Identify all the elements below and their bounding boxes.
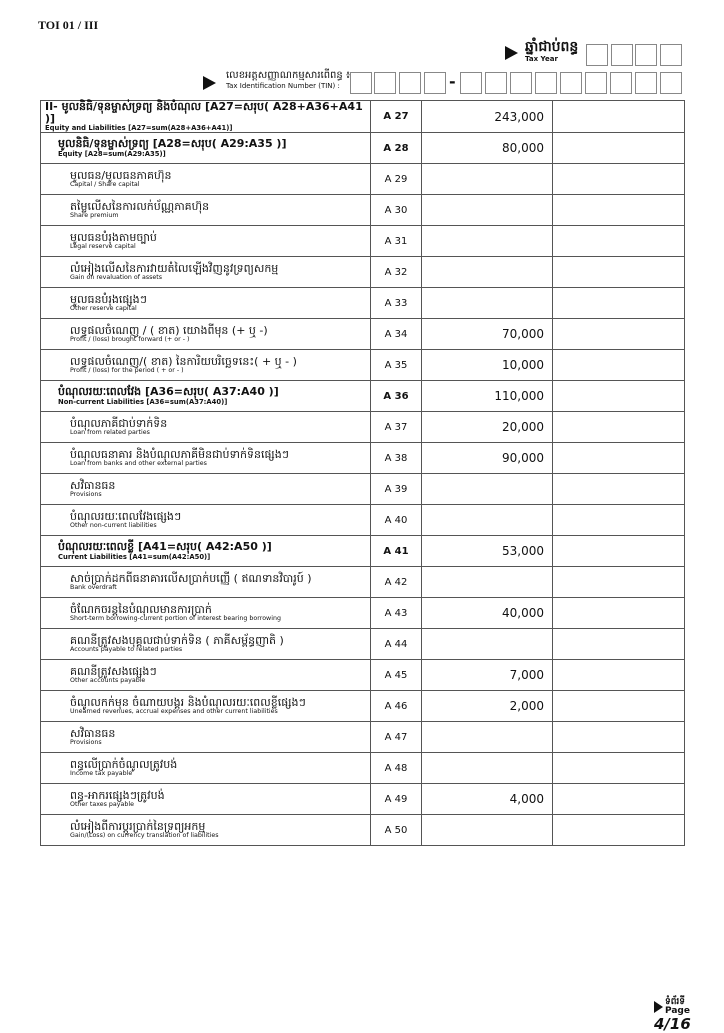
row-label-cell xyxy=(41,474,371,505)
row-label-km: បំណុលរយៈពេលវែង [A36=សរុប( A37:A40 )] xyxy=(58,385,279,399)
row-value[interactable] xyxy=(422,567,553,598)
table-row xyxy=(41,598,685,629)
row-value[interactable]: 2,000 xyxy=(422,691,553,722)
row-label-km: បំណុលធនាគារ និងបំណុលភាគីមិនជាប់ទាក់ទិនផ្សេងៗ xyxy=(70,447,289,461)
row-label-en: Accounts payable to related parties xyxy=(70,646,183,654)
row-label-km: មូលធនបំរុងតាមច្បាប់ xyxy=(70,230,157,244)
row-label xyxy=(41,790,370,809)
tin-label-km: លេខអត្តសញ្ញាណកម្មសារពើពន្ធ ៖ xyxy=(226,70,351,81)
row-label-km: ចំណូលកក់មុន ចំណាយបង្គរ និងបំណុលរយៈពេលខ្លីផ្សេងៗ xyxy=(70,695,306,709)
table-row xyxy=(41,412,685,443)
row-label-cell xyxy=(41,257,371,288)
row-blank[interactable] xyxy=(553,505,685,536)
row-label-cell xyxy=(41,133,371,164)
row-blank[interactable] xyxy=(553,350,685,381)
row-blank[interactable] xyxy=(553,691,685,722)
row-blank[interactable] xyxy=(553,195,685,226)
tin-label xyxy=(226,71,350,90)
row-label xyxy=(41,480,370,499)
arrow-icon xyxy=(203,76,216,90)
row-code: A 39 xyxy=(371,474,422,505)
row-label-km: សាច់ប្រាក់ដកពីធនាគារលើសប្រាក់បញ្ញើ ( ឥណទានវិបារូប៍ ) xyxy=(70,571,312,585)
row-value[interactable]: 53,000 xyxy=(422,536,553,567)
row-code: A 30 xyxy=(371,195,422,226)
row-code: A 37 xyxy=(371,412,422,443)
row-label-km: មូលធនបំរុងផ្សេងៗ xyxy=(70,292,147,306)
row-code: A 49 xyxy=(371,784,422,815)
page-label-km: ទំព័រទី xyxy=(665,997,685,1007)
row-label-km: បំណុលរយៈពេលវែងផ្សេងៗ xyxy=(70,509,182,523)
row-blank[interactable] xyxy=(553,722,685,753)
tax-year-label-en: Tax Year xyxy=(525,55,558,63)
row-label-en: Other non-current liabilities xyxy=(70,522,157,530)
tin-dash: - xyxy=(449,72,456,91)
row-blank[interactable] xyxy=(553,164,685,195)
row-label-en: Share premium xyxy=(70,212,119,220)
row-value[interactable] xyxy=(422,505,553,536)
tin-box[interactable] xyxy=(560,72,582,94)
table-row xyxy=(41,660,685,691)
row-label-km: ពន្ធលើប្រាក់ចំណូលត្រូវបង់ xyxy=(70,757,178,771)
table-row xyxy=(41,815,685,846)
row-code: A 46 xyxy=(371,691,422,722)
row-label-en: Short-term borrowing-current portion of interest bearing borrowing xyxy=(70,615,281,623)
row-label-en: Capital / Share capital xyxy=(70,181,140,189)
row-label-cell xyxy=(41,784,371,815)
row-label-km: តម្លៃលើសនៃការលក់ប័ណ្ណភាគហ៊ុន xyxy=(70,199,210,213)
row-value[interactable]: 110,000 xyxy=(422,381,553,412)
row-value[interactable]: 80,000 xyxy=(422,133,553,164)
row-label-en: Equity [A28=sum(A29:A35)] xyxy=(58,149,166,158)
row-blank[interactable] xyxy=(553,784,685,815)
row-code: A 50 xyxy=(371,815,422,846)
row-label-cell xyxy=(41,101,371,133)
row-blank[interactable] xyxy=(553,598,685,629)
row-label-en: Provisions xyxy=(70,491,102,499)
tin-box[interactable] xyxy=(485,72,507,94)
row-value[interactable]: 90,000 xyxy=(422,443,553,474)
row-blank[interactable] xyxy=(553,660,685,691)
row-label-km: គណនីត្រូវសងបុគ្គលជាប់ទាក់ទិន ( ភាគីសម្ព័ន្ធញាតិ ) xyxy=(70,633,284,647)
row-value[interactable]: 4,000 xyxy=(422,784,553,815)
row-label-cell xyxy=(41,629,371,660)
row-label xyxy=(41,263,370,282)
page-number xyxy=(654,998,724,1032)
table-row xyxy=(41,629,685,660)
row-value[interactable]: 10,000 xyxy=(422,350,553,381)
row-code: A 35 xyxy=(371,350,422,381)
row-value[interactable] xyxy=(422,815,553,846)
row-label-cell xyxy=(41,691,371,722)
row-label-km: បំណុលរយៈពេលខ្លី [A41=សរុប( A42:A50 )] xyxy=(58,540,272,554)
table-row xyxy=(41,319,685,350)
row-label xyxy=(41,356,370,375)
row-label-km: ពន្ធ-អាករផ្សេងៗត្រូវបង់ xyxy=(70,788,165,802)
form-id: TOI 01 / III xyxy=(38,18,99,32)
tin-box[interactable] xyxy=(510,72,532,94)
row-label-cell xyxy=(41,815,371,846)
row-label-en: Unearned revenues, accrual expenses and other current liabilities xyxy=(70,708,278,716)
row-label-en: Other taxes payable xyxy=(70,801,134,809)
row-label-km: សវិធានធន xyxy=(70,726,116,740)
row-value[interactable] xyxy=(422,226,553,257)
row-label-en: Legal reserve capital xyxy=(70,243,136,251)
row-label-km: លំអៀងលើសនៃការវាយតំលៃឡើងវិញនូវទ្រព្យសកម្ម xyxy=(70,261,279,275)
row-value[interactable] xyxy=(422,474,553,505)
table-row xyxy=(41,257,685,288)
tax-year-box[interactable] xyxy=(586,44,608,66)
tax-year-label xyxy=(525,40,578,63)
row-code: A 34 xyxy=(371,319,422,350)
row-label-km: លទ្ធផលចំណេញ / ( ខាត) យោងពីមុន (+ ឬ -) xyxy=(70,323,268,337)
table-row xyxy=(41,226,685,257)
row-label xyxy=(41,666,370,685)
tin-box[interactable] xyxy=(585,72,607,94)
table-row xyxy=(41,195,685,226)
row-label-cell xyxy=(41,722,371,753)
row-code: A 42 xyxy=(371,567,422,598)
tin-box[interactable] xyxy=(399,72,421,94)
row-label-cell xyxy=(41,753,371,784)
table-row xyxy=(41,443,685,474)
row-label-cell xyxy=(41,195,371,226)
row-label-cell xyxy=(41,412,371,443)
row-label xyxy=(41,697,370,716)
table-row xyxy=(41,474,685,505)
row-label-km: សវិធានធន xyxy=(70,478,116,492)
row-code: A 38 xyxy=(371,443,422,474)
row-blank[interactable] xyxy=(553,381,685,412)
row-label-cell xyxy=(41,598,371,629)
table-row xyxy=(41,101,685,133)
row-blank[interactable] xyxy=(553,536,685,567)
row-label-cell xyxy=(41,319,371,350)
row-label xyxy=(41,604,370,623)
tin-label-en: Tax Identification Number (TIN) : xyxy=(226,82,340,90)
row-blank[interactable] xyxy=(553,101,685,133)
table-row xyxy=(41,722,685,753)
table-row xyxy=(41,288,685,319)
tax-year-box[interactable] xyxy=(611,44,633,66)
row-code: A 33 xyxy=(371,288,422,319)
row-label xyxy=(41,541,370,561)
row-label-cell xyxy=(41,226,371,257)
row-label xyxy=(41,101,370,132)
table-row xyxy=(41,164,685,195)
row-label xyxy=(41,449,370,468)
row-label-cell xyxy=(41,288,371,319)
tin-box[interactable] xyxy=(350,72,372,94)
row-blank[interactable] xyxy=(553,443,685,474)
page-label-en: Page xyxy=(665,1006,690,1016)
table-row xyxy=(41,505,685,536)
row-value[interactable]: 243,000 xyxy=(422,101,553,133)
page-label xyxy=(665,998,690,1016)
row-label-en: Profit / (loss) for the period ( + or - ) xyxy=(70,367,184,375)
table-row xyxy=(41,133,685,164)
row-label-en: Loan from related parties xyxy=(70,429,150,437)
row-blank[interactable] xyxy=(553,133,685,164)
row-label-cell xyxy=(41,381,371,412)
row-blank[interactable] xyxy=(553,226,685,257)
row-value[interactable]: 20,000 xyxy=(422,412,553,443)
table-row xyxy=(41,350,685,381)
row-code: A 29 xyxy=(371,164,422,195)
row-label-km: ចំណែកចរន្តនៃបំណុលមានការប្រាក់ xyxy=(70,602,212,616)
row-value[interactable] xyxy=(422,195,553,226)
tax-year-label-km: ឆ្នាំជាប់ពន្ធ xyxy=(525,39,579,55)
table-row xyxy=(41,691,685,722)
row-label xyxy=(41,325,370,344)
table-row xyxy=(41,753,685,784)
row-label-cell xyxy=(41,443,371,474)
row-code: A 36 xyxy=(371,381,422,412)
row-label-en: Loan from banks and other external parties xyxy=(70,460,207,468)
row-label xyxy=(41,573,370,592)
tin-box[interactable] xyxy=(374,72,396,94)
row-value[interactable] xyxy=(422,164,553,195)
tin-box[interactable] xyxy=(460,72,482,94)
row-label-km: មូលធន/មូលធនភាគហ៊ុន xyxy=(70,168,172,182)
row-label-km: លទ្ធផលចំណេញ/( ខាត) នៃការិយបរិច្ឆេទនេះ( + ឬ - ) xyxy=(70,354,297,368)
row-label-cell xyxy=(41,164,371,195)
table-row xyxy=(41,536,685,567)
row-label-en: Other reserve capital xyxy=(70,305,137,313)
row-label-km: មូលនិធិ/ទុនម្ចាស់ទ្រព្យ [A28=សរុប( A29:A35 )] xyxy=(58,137,287,151)
row-value[interactable]: 70,000 xyxy=(422,319,553,350)
row-label-en: Non-current Liabilities [A36=sum(A37:A40)] xyxy=(58,397,228,406)
row-blank[interactable] xyxy=(553,474,685,505)
row-label xyxy=(41,821,370,840)
row-label xyxy=(41,728,370,747)
row-blank[interactable] xyxy=(553,629,685,660)
page-number-value: 4/16 xyxy=(654,1015,691,1033)
tin-box[interactable] xyxy=(660,72,682,94)
row-label-km: គណនីត្រូវសងផ្សេងៗ xyxy=(70,664,157,678)
tin-box[interactable] xyxy=(535,72,557,94)
row-label-en: Bank overdraft xyxy=(70,584,117,592)
tax-year-box[interactable] xyxy=(660,44,682,66)
row-code: A 32 xyxy=(371,257,422,288)
row-label-en: Gain/(Loss) on currency translation of liabilities xyxy=(70,832,219,840)
row-label-en: Profit / (loss) brought forward (+ or - ) xyxy=(70,336,190,344)
row-value[interactable]: 7,000 xyxy=(422,660,553,691)
row-value[interactable] xyxy=(422,753,553,784)
row-blank[interactable] xyxy=(553,319,685,350)
row-label xyxy=(41,418,370,437)
row-blank[interactable] xyxy=(553,753,685,784)
row-code: A 48 xyxy=(371,753,422,784)
tin-box[interactable] xyxy=(424,72,446,94)
row-code: A 47 xyxy=(371,722,422,753)
row-label-cell xyxy=(41,660,371,691)
row-label xyxy=(41,201,370,220)
row-label-en: Gain on revaluation of assets xyxy=(70,274,163,282)
row-blank[interactable] xyxy=(553,815,685,846)
balance-sheet-table xyxy=(40,100,685,846)
arrow-icon xyxy=(654,1001,663,1013)
row-label-en: Provisions xyxy=(70,739,102,747)
row-label-km: បំណុលភាគីជាប់ទាក់ទិន xyxy=(70,416,168,430)
row-code: A 44 xyxy=(371,629,422,660)
row-label-en: Equity and Liabilities [A27=sum(A28+A36+A41)] xyxy=(45,124,233,133)
arrow-icon xyxy=(505,46,518,60)
tax-year-box[interactable] xyxy=(635,44,657,66)
row-label-cell xyxy=(41,505,371,536)
tin-box[interactable] xyxy=(635,72,657,94)
row-label-km: II- មូលនិធិ/ទុនម្ចាស់ទ្រព្យ និងបំណុល [A27=សរុប( A28+A36+A41 )] xyxy=(45,100,363,125)
row-label xyxy=(41,386,370,406)
row-blank[interactable] xyxy=(553,567,685,598)
row-label xyxy=(41,170,370,189)
row-label-cell xyxy=(41,350,371,381)
row-label-km: លំអៀងពីការប្តូរប្រាក់នៃទ្រព្យអកម្ម xyxy=(70,819,206,833)
row-value[interactable]: 40,000 xyxy=(422,598,553,629)
row-code: A 43 xyxy=(371,598,422,629)
row-label-cell xyxy=(41,567,371,598)
row-label-cell xyxy=(41,536,371,567)
row-code: A 40 xyxy=(371,505,422,536)
table-row xyxy=(41,567,685,598)
row-blank[interactable] xyxy=(553,257,685,288)
row-label xyxy=(41,138,370,158)
row-value[interactable] xyxy=(422,288,553,319)
row-label xyxy=(41,232,370,251)
table-row xyxy=(41,784,685,815)
row-label xyxy=(41,511,370,530)
row-code: A 28 xyxy=(371,133,422,164)
row-code: A 27 xyxy=(371,101,422,133)
row-label-en: Other accounts payable xyxy=(70,677,146,685)
row-label xyxy=(41,294,370,313)
row-code: A 31 xyxy=(371,226,422,257)
row-label xyxy=(41,759,370,778)
row-code: A 45 xyxy=(371,660,422,691)
tin-box[interactable] xyxy=(610,72,632,94)
row-code: A 41 xyxy=(371,536,422,567)
table-row xyxy=(41,381,685,412)
row-value[interactable] xyxy=(422,722,553,753)
row-label-en: Current Liabilities [A41=sum(A42:A50)] xyxy=(58,552,211,561)
row-label-en: Income tax payable xyxy=(70,770,133,778)
row-value[interactable] xyxy=(422,629,553,660)
row-value[interactable] xyxy=(422,257,553,288)
row-blank[interactable] xyxy=(553,288,685,319)
row-blank[interactable] xyxy=(553,412,685,443)
row-label xyxy=(41,635,370,654)
